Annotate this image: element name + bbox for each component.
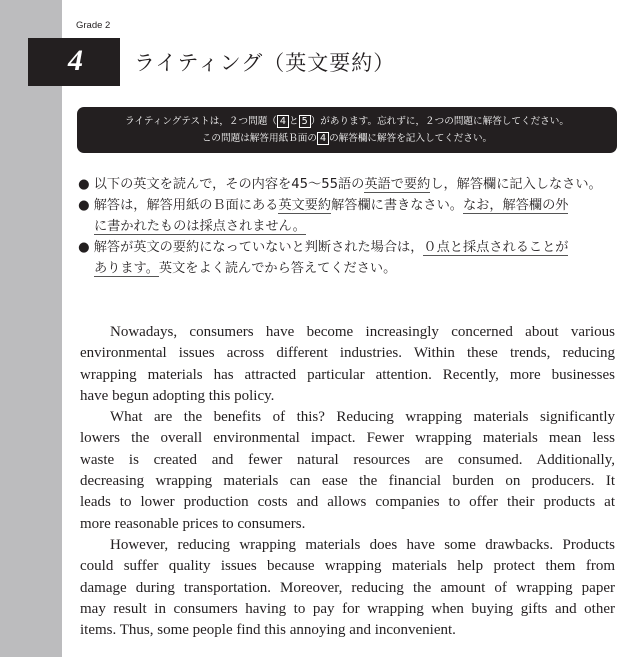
paragraph-line: leads to lower production costs and allows companies to offer their products at bbox=[80, 494, 615, 511]
question-number: 4 bbox=[68, 44, 83, 77]
underlined-text: あります。 bbox=[94, 261, 159, 276]
paragraph-line: What are the benefits of this? Reducing wrapping materials significantly bbox=[110, 409, 615, 426]
notice-line-1 bbox=[77, 113, 617, 130]
paragraph-line: could suffer quality issues because wrapping materials help protect them from bbox=[80, 558, 615, 575]
text-segment: ● 以下の英文を読んで，その内容を45～55語の bbox=[78, 177, 365, 192]
text-segment: この問題は解答用紙Ｂ面の bbox=[201, 133, 317, 144]
bullet-line bbox=[78, 195, 618, 216]
text-segment: ライティングテストは，２つ問題（ bbox=[125, 116, 277, 127]
underlined-text: ０点と採点されることが bbox=[423, 240, 569, 255]
text-segment: ）があります。忘れずに，２つの問題に解答してください。 bbox=[310, 116, 569, 127]
text-segment: し，解答欄に記入しなさい。 bbox=[430, 177, 602, 192]
paragraph-line: lowers the overall environmental impact. Fewer wrapping materials mean less bbox=[80, 430, 615, 447]
section-title: ライティング（英文要約） bbox=[134, 51, 396, 75]
bullet-item bbox=[78, 195, 618, 237]
text-segment: 英文をよく読んでから答えてください。 bbox=[158, 261, 397, 276]
paragraph-line: environmental issues across different industries. Within these trends, reducing bbox=[80, 345, 615, 362]
underlined-text: 英文要約 bbox=[278, 198, 332, 213]
boxed-number: 4 bbox=[277, 115, 289, 128]
paragraph-line: damage during transportation. Moreover, reducing the amount of wrapping paper bbox=[80, 579, 615, 596]
bullet-item bbox=[78, 237, 618, 279]
bullet-line bbox=[78, 216, 618, 237]
paragraph-line: more reasonable prices to consumers. bbox=[80, 515, 306, 532]
paragraph-line: wrapping materials has attracted particular attention. Recently, more businesses bbox=[80, 366, 615, 383]
text-segment: ● 解答は，解答用紙のＢ面にある bbox=[78, 198, 279, 213]
underlined-text: 英語で要約 bbox=[364, 177, 431, 192]
bullet-line bbox=[78, 258, 618, 279]
text-segment: ● 解答が英文の要約になっていないと判断された場合は， bbox=[78, 240, 424, 255]
paragraph-line: may result in consumers having to pay for wrapping when buying gifts and other bbox=[80, 600, 615, 617]
notice-line-2 bbox=[77, 130, 617, 147]
underlined-text: なお，解答欄の外 bbox=[462, 198, 569, 213]
bullet-line bbox=[78, 174, 618, 195]
paragraph-line: waste is created and fewer natural resources are consumed. Additionally, bbox=[80, 451, 615, 468]
instruction-bullets bbox=[78, 174, 618, 279]
paragraph bbox=[80, 322, 615, 407]
grade-label: Grade 2 bbox=[76, 20, 111, 31]
boxed-number: 4 bbox=[317, 132, 329, 145]
reading-passage bbox=[80, 322, 615, 641]
page-margin-strip bbox=[0, 0, 62, 657]
bullet-line bbox=[78, 237, 618, 258]
boxed-number: 5 bbox=[299, 115, 311, 128]
text-segment: 解答欄に書きなさい。 bbox=[331, 198, 463, 213]
paragraph-line: decreasing wrapping materials can ease the financial burden on producers. It bbox=[80, 473, 615, 490]
paragraph-line: Nowadays, consumers have become increasingly concerned about various bbox=[110, 324, 615, 340]
paragraph bbox=[80, 535, 615, 641]
underlined-text: に書かれたものは採点されません。 bbox=[94, 219, 306, 234]
paragraph-line: have begun adopting this policy. bbox=[80, 387, 275, 404]
instruction-notice bbox=[77, 107, 617, 153]
paragraph bbox=[80, 407, 615, 535]
paragraph-line: However, reducing wrapping materials does have some drawbacks. Products bbox=[110, 536, 615, 553]
text-segment: と bbox=[289, 116, 299, 127]
paragraph-line: items. Thus, some people find this annoying and inconvenient. bbox=[80, 622, 456, 639]
question-number-box bbox=[28, 38, 120, 86]
text-segment: の解答欄に解答を記入してください。 bbox=[329, 133, 493, 144]
bullet-item bbox=[78, 174, 618, 195]
